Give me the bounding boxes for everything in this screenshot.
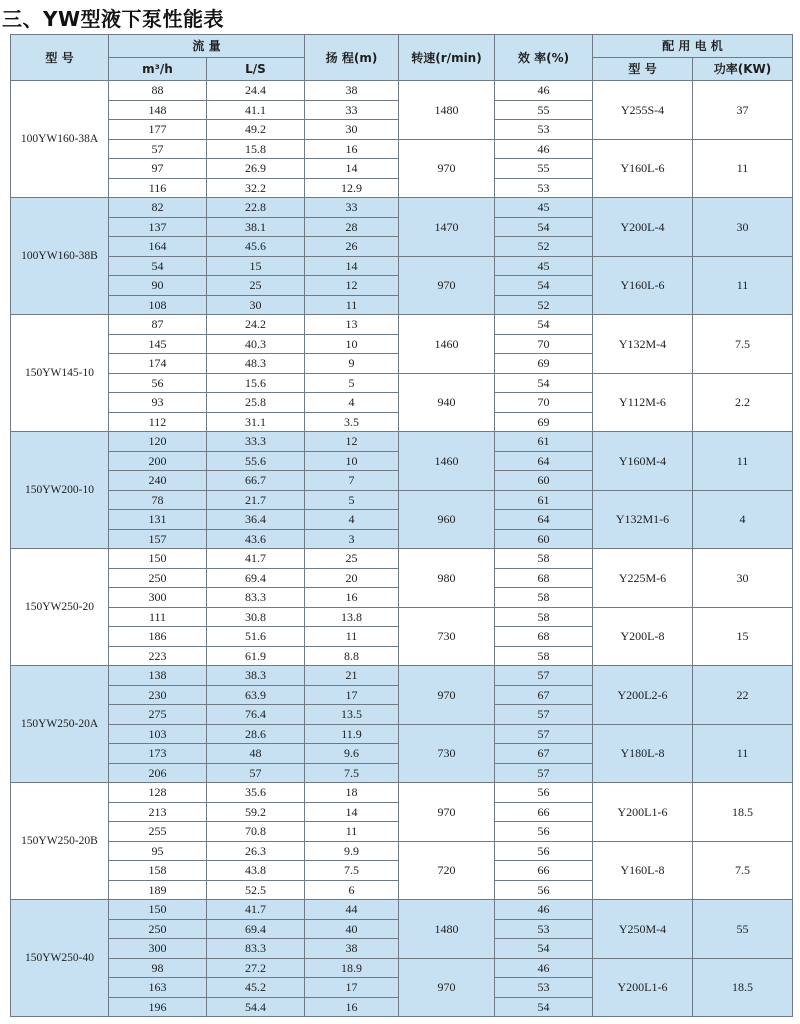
flow-m3h-cell: 189 [109, 880, 207, 900]
head-cell: 11 [305, 295, 399, 315]
flow-m3h-cell: 186 [109, 627, 207, 647]
flow-ls-cell: 25.8 [207, 393, 305, 413]
pump-model: 150YW250-40 [11, 900, 109, 1017]
pump-model: 150YW250-20B [11, 783, 109, 900]
head-cell: 3 [305, 529, 399, 549]
flow-ls-cell: 15 [207, 256, 305, 276]
head-cell: 21 [305, 666, 399, 686]
efficiency-cell: 68 [495, 568, 593, 588]
header-flow-m3h: m³/h [109, 58, 207, 81]
motor-power-cell: 11 [693, 432, 793, 491]
page-title: 三、YW型液下泵性能表 [2, 7, 225, 31]
table-row [11, 139, 793, 159]
flow-ls-cell: 69.4 [207, 919, 305, 939]
table-row [11, 256, 793, 276]
table-row [11, 549, 793, 569]
flow-ls-cell: 63.9 [207, 685, 305, 705]
flow-m3h-cell: 103 [109, 724, 207, 744]
efficiency-cell: 54 [495, 373, 593, 393]
flow-ls-cell: 21.7 [207, 490, 305, 510]
speed-cell: 1460 [399, 432, 495, 491]
efficiency-cell: 64 [495, 510, 593, 530]
motor-power-cell: 37 [693, 81, 793, 140]
table-row [11, 490, 793, 510]
motor-power-cell: 18.5 [693, 958, 793, 1017]
motor-model-cell: Y200L1-6 [593, 783, 693, 842]
speed-cell: 730 [399, 724, 495, 783]
speed-cell: 730 [399, 607, 495, 666]
motor-power-cell: 7.5 [693, 841, 793, 900]
flow-m3h-cell: 206 [109, 763, 207, 783]
head-cell: 7.5 [305, 763, 399, 783]
speed-cell: 1460 [399, 315, 495, 374]
efficiency-cell: 70 [495, 393, 593, 413]
speed-cell: 970 [399, 958, 495, 1017]
speed-cell: 1480 [399, 81, 495, 140]
flow-ls-cell: 70.8 [207, 822, 305, 842]
flow-m3h-cell: 82 [109, 198, 207, 218]
motor-power-cell: 30 [693, 549, 793, 608]
header-motor-model: 型 号 [593, 58, 693, 81]
head-cell: 11 [305, 627, 399, 647]
pump-model: 150YW200-10 [11, 432, 109, 549]
efficiency-cell: 57 [495, 705, 593, 725]
table-row [11, 900, 793, 920]
flow-m3h-cell: 78 [109, 490, 207, 510]
efficiency-cell: 56 [495, 841, 593, 861]
table-row [11, 198, 793, 218]
motor-model-cell: Y250M-4 [593, 900, 693, 959]
flow-m3h-cell: 138 [109, 666, 207, 686]
head-cell: 16 [305, 588, 399, 608]
flow-m3h-cell: 98 [109, 958, 207, 978]
flow-ls-cell: 15.6 [207, 373, 305, 393]
flow-m3h-cell: 116 [109, 178, 207, 198]
pump-group [11, 315, 793, 432]
efficiency-cell: 60 [495, 529, 593, 549]
head-cell: 14 [305, 159, 399, 179]
efficiency-cell: 54 [495, 276, 593, 296]
flow-m3h-cell: 108 [109, 295, 207, 315]
header-flow: 流 量 [109, 35, 305, 58]
head-cell: 4 [305, 393, 399, 413]
flow-m3h-cell: 128 [109, 783, 207, 803]
flow-m3h-cell: 200 [109, 451, 207, 471]
motor-power-cell: 11 [693, 139, 793, 198]
flow-ls-cell: 28.6 [207, 724, 305, 744]
pump-group [11, 666, 793, 783]
head-cell: 7 [305, 471, 399, 491]
flow-ls-cell: 30.8 [207, 607, 305, 627]
head-cell: 28 [305, 217, 399, 237]
motor-model-cell: Y255S-4 [593, 81, 693, 140]
flow-ls-cell: 30 [207, 295, 305, 315]
flow-m3h-cell: 250 [109, 568, 207, 588]
efficiency-cell: 64 [495, 451, 593, 471]
table-row [11, 666, 793, 686]
flow-m3h-cell: 255 [109, 822, 207, 842]
motor-power-cell: 22 [693, 666, 793, 725]
pump-model: 150YW250-20 [11, 549, 109, 666]
flow-m3h-cell: 223 [109, 646, 207, 666]
motor-power-cell: 55 [693, 900, 793, 959]
head-cell: 26 [305, 237, 399, 257]
motor-model-cell: Y200L1-6 [593, 958, 693, 1017]
flow-ls-cell: 15.8 [207, 139, 305, 159]
efficiency-cell: 46 [495, 900, 593, 920]
speed-cell: 980 [399, 549, 495, 608]
pump-group [11, 900, 793, 1017]
flow-m3h-cell: 158 [109, 861, 207, 881]
flow-ls-cell: 40.3 [207, 334, 305, 354]
efficiency-cell: 57 [495, 666, 593, 686]
motor-power-cell: 2.2 [693, 373, 793, 432]
flow-ls-cell: 59.2 [207, 802, 305, 822]
flow-m3h-cell: 137 [109, 217, 207, 237]
flow-m3h-cell: 250 [109, 919, 207, 939]
header-speed: 转速(r/min) [399, 35, 495, 81]
table-row [11, 724, 793, 744]
motor-power-cell: 30 [693, 198, 793, 257]
efficiency-cell: 69 [495, 354, 593, 374]
flow-m3h-cell: 163 [109, 978, 207, 998]
flow-m3h-cell: 174 [109, 354, 207, 374]
efficiency-cell: 57 [495, 724, 593, 744]
table-row [11, 432, 793, 452]
motor-model-cell: Y132M-4 [593, 315, 693, 374]
motor-power-cell: 18.5 [693, 783, 793, 842]
head-cell: 9.6 [305, 744, 399, 764]
flow-ls-cell: 57 [207, 763, 305, 783]
flow-ls-cell: 38.3 [207, 666, 305, 686]
flow-ls-cell: 55.6 [207, 451, 305, 471]
pump-model: 100YW160-38A [11, 81, 109, 198]
efficiency-cell: 66 [495, 802, 593, 822]
header-efficiency: 效 率(%) [495, 35, 593, 81]
flow-m3h-cell: 111 [109, 607, 207, 627]
flow-m3h-cell: 196 [109, 997, 207, 1017]
speed-cell: 940 [399, 373, 495, 432]
pump-model: 100YW160-38B [11, 198, 109, 315]
flow-ls-cell: 25 [207, 276, 305, 296]
head-cell: 9.9 [305, 841, 399, 861]
efficiency-cell: 58 [495, 607, 593, 627]
flow-ls-cell: 49.2 [207, 120, 305, 140]
head-cell: 12 [305, 432, 399, 452]
flow-m3h-cell: 148 [109, 100, 207, 120]
flow-m3h-cell: 213 [109, 802, 207, 822]
efficiency-cell: 45 [495, 198, 593, 218]
flow-ls-cell: 61.9 [207, 646, 305, 666]
speed-cell: 970 [399, 139, 495, 198]
table-row [11, 958, 793, 978]
efficiency-cell: 52 [495, 237, 593, 257]
header-head: 扬 程(m) [305, 35, 399, 81]
head-cell: 30 [305, 120, 399, 140]
pump-group [11, 783, 793, 900]
flow-ls-cell: 22.8 [207, 198, 305, 218]
head-cell: 40 [305, 919, 399, 939]
flow-ls-cell: 27.2 [207, 958, 305, 978]
head-cell: 7.5 [305, 861, 399, 881]
flow-m3h-cell: 88 [109, 81, 207, 101]
efficiency-cell: 70 [495, 334, 593, 354]
head-cell: 20 [305, 568, 399, 588]
speed-cell: 720 [399, 841, 495, 900]
efficiency-cell: 46 [495, 958, 593, 978]
efficiency-cell: 61 [495, 432, 593, 452]
motor-model-cell: Y200L-4 [593, 198, 693, 257]
motor-model-cell: Y160L-6 [593, 256, 693, 315]
efficiency-cell: 67 [495, 744, 593, 764]
head-cell: 5 [305, 373, 399, 393]
head-cell: 11 [305, 822, 399, 842]
flow-ls-cell: 76.4 [207, 705, 305, 725]
flow-m3h-cell: 90 [109, 276, 207, 296]
head-cell: 13.5 [305, 705, 399, 725]
flow-m3h-cell: 57 [109, 139, 207, 159]
pump-group [11, 198, 793, 315]
motor-power-cell: 4 [693, 490, 793, 549]
flow-m3h-cell: 112 [109, 412, 207, 432]
efficiency-cell: 46 [495, 139, 593, 159]
flow-ls-cell: 43.8 [207, 861, 305, 881]
efficiency-cell: 45 [495, 256, 593, 276]
head-cell: 8.8 [305, 646, 399, 666]
motor-power-cell: 11 [693, 256, 793, 315]
flow-m3h-cell: 275 [109, 705, 207, 725]
head-cell: 14 [305, 256, 399, 276]
flow-m3h-cell: 120 [109, 432, 207, 452]
head-cell: 25 [305, 549, 399, 569]
motor-model-cell: Y160M-4 [593, 432, 693, 491]
motor-model-cell: Y200L2-6 [593, 666, 693, 725]
motor-model-cell: Y132M1-6 [593, 490, 693, 549]
head-cell: 3.5 [305, 412, 399, 432]
motor-model-cell: Y180L-8 [593, 724, 693, 783]
efficiency-cell: 54 [495, 939, 593, 959]
flow-ls-cell: 38.1 [207, 217, 305, 237]
flow-m3h-cell: 150 [109, 549, 207, 569]
efficiency-cell: 61 [495, 490, 593, 510]
efficiency-cell: 55 [495, 159, 593, 179]
flow-ls-cell: 31.1 [207, 412, 305, 432]
head-cell: 5 [305, 490, 399, 510]
head-cell: 33 [305, 198, 399, 218]
efficiency-cell: 58 [495, 588, 593, 608]
efficiency-cell: 57 [495, 763, 593, 783]
head-cell: 14 [305, 802, 399, 822]
efficiency-cell: 53 [495, 120, 593, 140]
header-flow-ls: L/S [207, 58, 305, 81]
flow-ls-cell: 41.7 [207, 549, 305, 569]
head-cell: 10 [305, 334, 399, 354]
head-cell: 12.9 [305, 178, 399, 198]
motor-model-cell: Y112M-6 [593, 373, 693, 432]
pump-model: 150YW145-10 [11, 315, 109, 432]
header-motor: 配 用 电 机 [593, 35, 793, 58]
head-cell: 13.8 [305, 607, 399, 627]
flow-ls-cell: 41.7 [207, 900, 305, 920]
flow-ls-cell: 48.3 [207, 354, 305, 374]
head-cell: 13 [305, 315, 399, 335]
head-cell: 44 [305, 900, 399, 920]
flow-m3h-cell: 145 [109, 334, 207, 354]
head-cell: 10 [305, 451, 399, 471]
speed-cell: 960 [399, 490, 495, 549]
flow-ls-cell: 83.3 [207, 939, 305, 959]
efficiency-cell: 60 [495, 471, 593, 491]
table-row [11, 81, 793, 101]
flow-ls-cell: 54.4 [207, 997, 305, 1017]
flow-m3h-cell: 164 [109, 237, 207, 257]
head-cell: 38 [305, 81, 399, 101]
flow-ls-cell: 41.1 [207, 100, 305, 120]
flow-ls-cell: 32.2 [207, 178, 305, 198]
head-cell: 9 [305, 354, 399, 374]
motor-model-cell: Y160L-6 [593, 139, 693, 198]
efficiency-cell: 53 [495, 978, 593, 998]
head-cell: 18.9 [305, 958, 399, 978]
efficiency-cell: 67 [495, 685, 593, 705]
speed-cell: 970 [399, 256, 495, 315]
flow-ls-cell: 33.3 [207, 432, 305, 452]
header-model: 型 号 [11, 35, 109, 81]
flow-m3h-cell: 240 [109, 471, 207, 491]
efficiency-cell: 56 [495, 783, 593, 803]
head-cell: 38 [305, 939, 399, 959]
speed-cell: 970 [399, 783, 495, 842]
flow-ls-cell: 66.7 [207, 471, 305, 491]
flow-m3h-cell: 87 [109, 315, 207, 335]
efficiency-cell: 58 [495, 549, 593, 569]
flow-m3h-cell: 300 [109, 939, 207, 959]
flow-ls-cell: 69.4 [207, 568, 305, 588]
flow-ls-cell: 83.3 [207, 588, 305, 608]
table-row [11, 783, 793, 803]
efficiency-cell: 53 [495, 919, 593, 939]
efficiency-cell: 54 [495, 217, 593, 237]
table-row [11, 315, 793, 335]
pump-group [11, 81, 793, 198]
flow-ls-cell: 48 [207, 744, 305, 764]
flow-m3h-cell: 93 [109, 393, 207, 413]
flow-m3h-cell: 95 [109, 841, 207, 861]
flow-ls-cell: 45.6 [207, 237, 305, 257]
flow-m3h-cell: 157 [109, 529, 207, 549]
head-cell: 33 [305, 100, 399, 120]
efficiency-cell: 52 [495, 295, 593, 315]
pump-model: 150YW250-20A [11, 666, 109, 783]
efficiency-cell: 69 [495, 412, 593, 432]
pump-group [11, 432, 793, 549]
flow-ls-cell: 36.4 [207, 510, 305, 530]
table-row [11, 373, 793, 393]
table-header [11, 35, 793, 81]
head-cell: 11.9 [305, 724, 399, 744]
head-cell: 4 [305, 510, 399, 530]
flow-m3h-cell: 230 [109, 685, 207, 705]
flow-m3h-cell: 177 [109, 120, 207, 140]
efficiency-cell: 46 [495, 81, 593, 101]
flow-ls-cell: 24.2 [207, 315, 305, 335]
head-cell: 16 [305, 997, 399, 1017]
table-row [11, 607, 793, 627]
motor-model-cell: Y225M-6 [593, 549, 693, 608]
head-cell: 18 [305, 783, 399, 803]
head-cell: 17 [305, 978, 399, 998]
flow-m3h-cell: 173 [109, 744, 207, 764]
flow-ls-cell: 24.4 [207, 81, 305, 101]
performance-table [10, 34, 793, 1017]
motor-power-cell: 7.5 [693, 315, 793, 374]
head-cell: 6 [305, 880, 399, 900]
head-cell: 17 [305, 685, 399, 705]
efficiency-cell: 54 [495, 997, 593, 1017]
flow-ls-cell: 35.6 [207, 783, 305, 803]
flow-ls-cell: 26.9 [207, 159, 305, 179]
speed-cell: 1480 [399, 900, 495, 959]
efficiency-cell: 55 [495, 100, 593, 120]
flow-ls-cell: 26.3 [207, 841, 305, 861]
flow-m3h-cell: 56 [109, 373, 207, 393]
motor-power-cell: 15 [693, 607, 793, 666]
table-row [11, 841, 793, 861]
flow-m3h-cell: 97 [109, 159, 207, 179]
pump-group [11, 549, 793, 666]
motor-model-cell: Y160L-8 [593, 841, 693, 900]
flow-ls-cell: 45.2 [207, 978, 305, 998]
efficiency-cell: 58 [495, 646, 593, 666]
speed-cell: 970 [399, 666, 495, 725]
speed-cell: 1470 [399, 198, 495, 257]
header-motor-power: 功率(KW) [693, 58, 793, 81]
flow-ls-cell: 51.6 [207, 627, 305, 647]
flow-m3h-cell: 150 [109, 900, 207, 920]
efficiency-cell: 66 [495, 861, 593, 881]
head-cell: 12 [305, 276, 399, 296]
head-cell: 16 [305, 139, 399, 159]
motor-model-cell: Y200L-8 [593, 607, 693, 666]
efficiency-cell: 53 [495, 178, 593, 198]
motor-power-cell: 11 [693, 724, 793, 783]
flow-m3h-cell: 54 [109, 256, 207, 276]
flow-ls-cell: 43.6 [207, 529, 305, 549]
flow-ls-cell: 52.5 [207, 880, 305, 900]
efficiency-cell: 56 [495, 880, 593, 900]
efficiency-cell: 54 [495, 315, 593, 335]
efficiency-cell: 56 [495, 822, 593, 842]
flow-m3h-cell: 300 [109, 588, 207, 608]
efficiency-cell: 68 [495, 627, 593, 647]
flow-m3h-cell: 131 [109, 510, 207, 530]
